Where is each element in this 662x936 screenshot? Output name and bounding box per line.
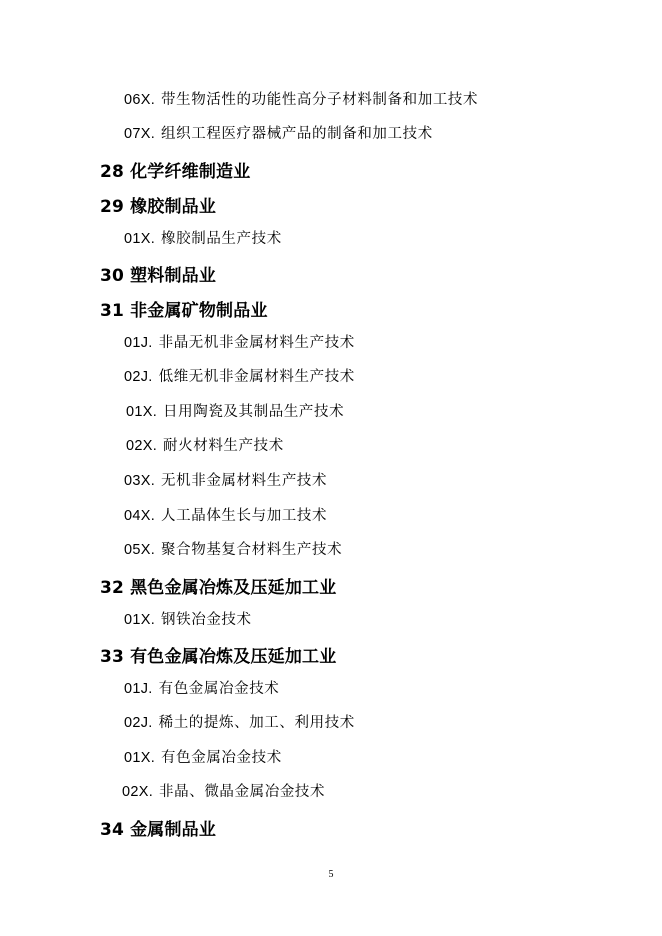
item-code: 02J. xyxy=(124,715,153,731)
item-text: 日用陶瓷及其制品生产技术 xyxy=(163,404,345,420)
item-code: 01X. xyxy=(124,750,156,766)
item-text: 非晶无机非金属材料生产技术 xyxy=(158,335,355,351)
section-number: 29 xyxy=(100,197,125,217)
section-title: 非金属矿物制品业 xyxy=(130,301,268,321)
item-text: 稀土的提炼、加工、利用技术 xyxy=(158,715,355,731)
section-number: 32 xyxy=(100,578,125,598)
item-code: 04X. xyxy=(124,508,156,524)
item-code: 01X. xyxy=(124,612,156,628)
section-heading xyxy=(100,296,268,321)
section-title: 金属制品业 xyxy=(130,820,217,840)
item-code: 01X. xyxy=(124,231,156,247)
list-item xyxy=(124,504,327,525)
item-code: 02X. xyxy=(126,438,158,454)
item-text: 人工晶体生长与加工技术 xyxy=(161,508,328,524)
section-number: 34 xyxy=(100,820,125,840)
list-item xyxy=(124,88,478,109)
page-number: 5 xyxy=(328,869,334,880)
item-text: 组织工程医疗器械产品的制备和加工技术 xyxy=(161,126,433,142)
section-number: 33 xyxy=(100,647,125,667)
section-heading xyxy=(100,192,216,217)
list-item xyxy=(124,122,433,143)
item-code: 03X. xyxy=(124,473,156,489)
section-title: 黑色金属冶炼及压延加工业 xyxy=(130,578,337,598)
item-text: 有色金属冶金技术 xyxy=(158,681,280,697)
list-item xyxy=(124,711,355,732)
section-title: 橡胶制品业 xyxy=(130,197,217,217)
item-text: 聚合物基复合材料生产技术 xyxy=(161,542,343,558)
item-text: 钢铁冶金技术 xyxy=(161,612,252,628)
item-text: 橡胶制品生产技术 xyxy=(161,231,282,247)
item-code: 01X. xyxy=(126,404,158,420)
list-item xyxy=(124,746,282,767)
section-title: 塑料制品业 xyxy=(130,266,217,286)
section-number: 30 xyxy=(100,266,125,286)
section-title: 有色金属冶炼及压延加工业 xyxy=(130,647,337,667)
list-item xyxy=(124,677,279,698)
section-number: 28 xyxy=(100,162,125,182)
item-code: 07X. xyxy=(124,126,156,142)
list-item xyxy=(124,227,282,248)
list-item xyxy=(124,469,327,490)
section-heading xyxy=(100,261,216,286)
item-code: 01J. xyxy=(124,681,153,697)
section-heading xyxy=(100,815,216,840)
section-heading xyxy=(100,642,336,667)
item-text: 无机非金属材料生产技术 xyxy=(161,473,328,489)
list-item xyxy=(126,434,284,455)
section-title: 化学纤维制造业 xyxy=(130,162,251,182)
item-code: 02J. xyxy=(124,369,153,385)
section-heading xyxy=(100,573,336,598)
list-item xyxy=(124,608,252,629)
item-code: 05X. xyxy=(124,542,156,558)
item-code: 01J. xyxy=(124,335,153,351)
list-item xyxy=(124,331,355,352)
item-code: 02X. xyxy=(122,784,154,800)
item-text: 非晶、微晶金属冶金技术 xyxy=(159,784,326,800)
item-text: 带生物活性的功能性高分子材料制备和加工技术 xyxy=(161,92,479,108)
list-item xyxy=(124,365,355,386)
list-item xyxy=(124,538,342,559)
section-number: 31 xyxy=(100,301,125,321)
item-code: 06X. xyxy=(124,92,156,108)
list-item xyxy=(126,400,344,421)
section-heading xyxy=(100,157,250,182)
item-text: 低维无机非金属材料生产技术 xyxy=(158,369,355,385)
item-text: 有色金属冶金技术 xyxy=(161,750,282,766)
item-text: 耐火材料生产技术 xyxy=(163,438,284,454)
list-item xyxy=(122,780,325,801)
